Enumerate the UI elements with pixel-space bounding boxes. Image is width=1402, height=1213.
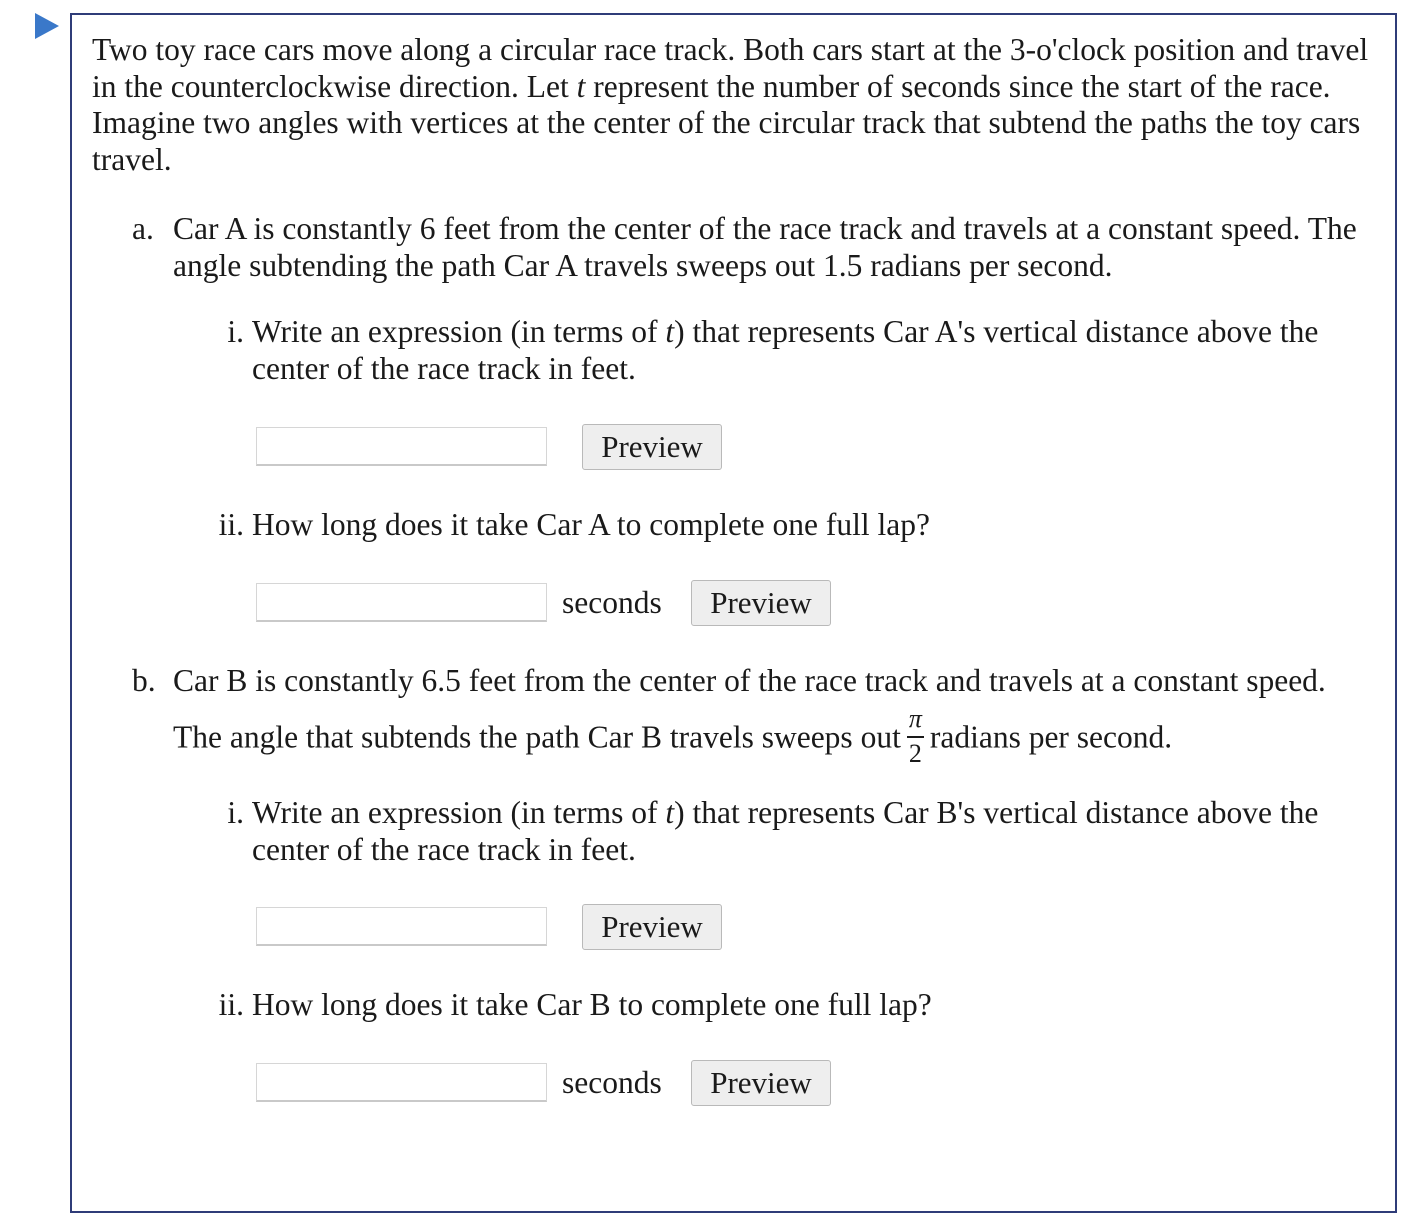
part-a-ii-marker: ii. bbox=[218, 507, 244, 542]
part-b-i-text: Write an expression (in terms of t) that represents Car B's vertical distance above the center of the race track in feet. bbox=[252, 795, 1319, 867]
pi-over-2-fraction: $\frac{\pi}{2}$ bbox=[908, 703, 922, 768]
part-b-ii-text: How long does it take Car B to complete one full lap? bbox=[252, 987, 932, 1022]
unit-label-b-ii: seconds bbox=[562, 1065, 662, 1100]
answer-input-a-ii[interactable] bbox=[256, 583, 547, 622]
unit-label-a-ii: seconds bbox=[562, 585, 662, 620]
part-b-i-marker: i. bbox=[227, 795, 244, 830]
part-b bbox=[132, 663, 1372, 771]
answer-input-a-i[interactable] bbox=[256, 427, 547, 466]
part-b-line1: Car B is constantly 6.5 feet from the center of the race track and travels at a constant speed. bbox=[173, 663, 1326, 698]
answer-input-b-i[interactable] bbox=[256, 907, 547, 946]
answer-input-b-ii[interactable] bbox=[256, 1063, 547, 1102]
part-a-marker: a. bbox=[132, 211, 154, 246]
question-intro: Two toy race cars move along a circular race track. Both cars start at the 3-o'clock position and travel in the counterclockwise direction. Let t represent the number of seconds since the start of the race. Imagine two angles with vertices at the center of the circular track that subtend the paths the toy cars travel. bbox=[92, 32, 1369, 177]
part-b-i bbox=[211, 795, 1361, 868]
part-a-text: Car A is constantly 6 feet from the center of the race track and travels at a constant speed. The angle subtending the path Car A travels sweeps out 1.5 radians per second. bbox=[173, 211, 1357, 283]
preview-button-a-ii[interactable]: Preview bbox=[691, 580, 831, 626]
part-b-ii-marker: ii. bbox=[218, 987, 244, 1022]
part-a-i-text: Write an expression (in terms of t) that represents Car A's vertical distance above the center of the race track in feet. bbox=[252, 314, 1319, 386]
preview-button-b-i[interactable]: Preview bbox=[582, 904, 722, 950]
part-b-marker: b. bbox=[132, 663, 156, 698]
expand-toggle-icon[interactable] bbox=[30, 10, 62, 42]
part-a-ii bbox=[211, 507, 1361, 544]
preview-button-a-i[interactable]: Preview bbox=[582, 424, 722, 470]
part-b-line2: The angle that subtends the path Car B travels sweeps out $\frac{\pi}{2}$ radians per second. bbox=[173, 703, 1173, 768]
preview-button-b-ii[interactable]: Preview bbox=[691, 1060, 831, 1106]
part-a bbox=[132, 211, 1372, 284]
part-a-ii-text: How long does it take Car A to complete one full lap? bbox=[252, 507, 930, 542]
part-a-i bbox=[211, 314, 1361, 387]
part-b-text bbox=[173, 663, 1372, 771]
part-a-i-marker: i. bbox=[227, 314, 244, 349]
part-b-ii bbox=[211, 987, 1361, 1024]
